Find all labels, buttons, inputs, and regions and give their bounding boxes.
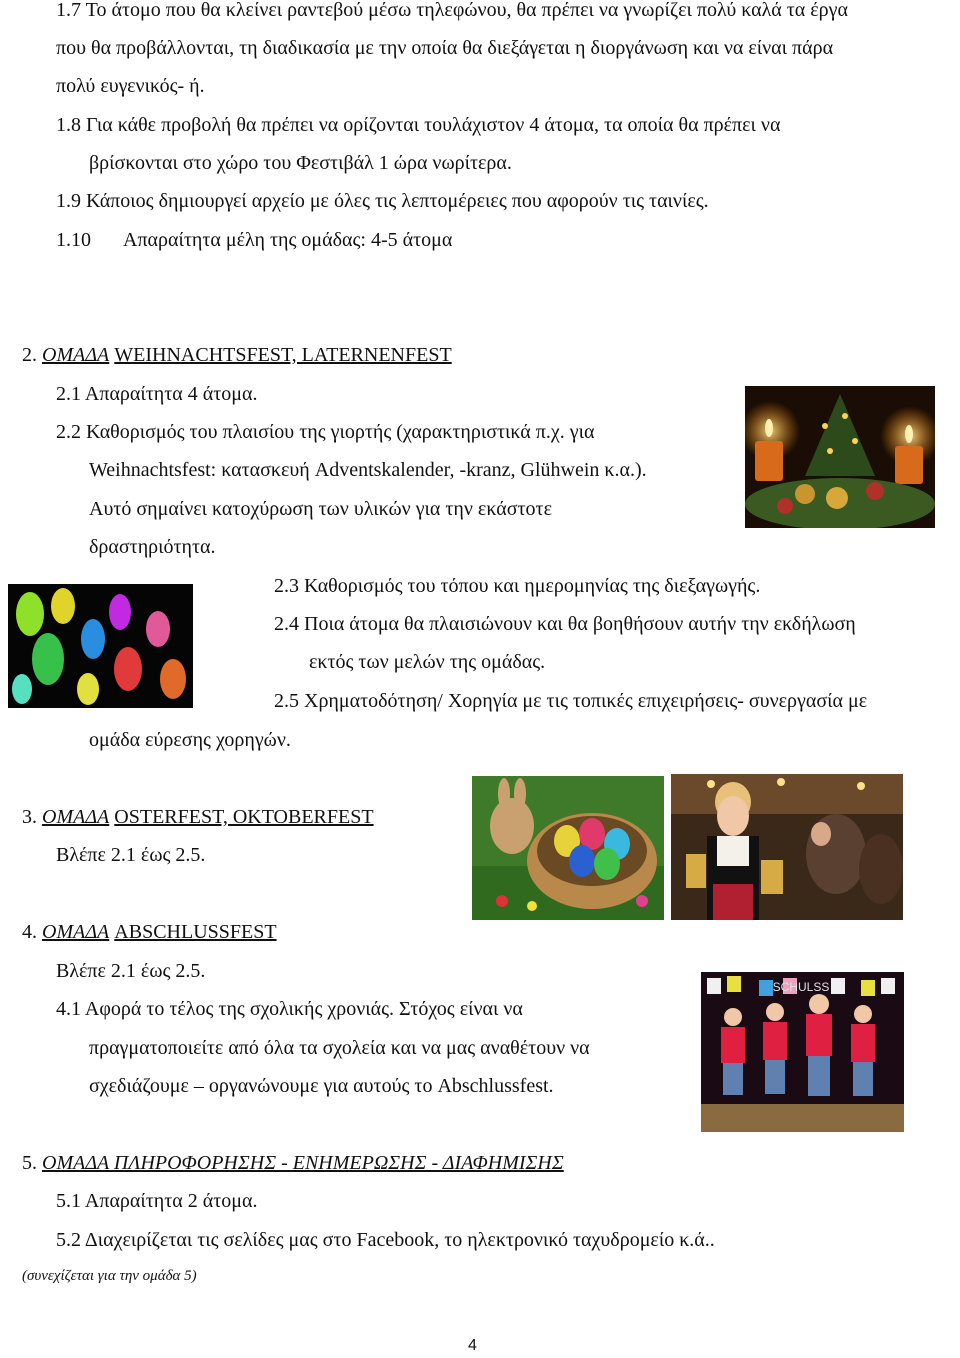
section-5-title: ΟΜΑΔΑ ΠΛΗΡΟΦΟΡΗΣΗΣ - ΕΝΗΜΕΡΩΣΗΣ - ΔΙΑΦΗΜΙΣΗΣ — [42, 1152, 564, 1174]
abschlussfest-dancers-photo — [701, 972, 904, 1132]
section-3-title: OSTERFEST, OKTOBERFEST — [114, 806, 374, 828]
item-4-1-line2: πραγματοποιείτε από όλα τα σχολεία και να μας αναθέτουν να — [89, 1037, 590, 1059]
item-4-1-line3: σχεδιάζουμε – οργανώνουμε για αυτούς το Abschlussfest. — [89, 1075, 554, 1097]
section-4-see-reference: Βλέπε 2.1 έως 2.5. — [56, 960, 206, 982]
page-number: 4 — [468, 1337, 477, 1354]
item-1-7-line2: που θα προβάλλονται, τη διαδικασία με την οποία θα διεξάγεται η διοργάνωση και να είναι πάρα — [56, 37, 834, 59]
item-2-4-line2: εκτός των μελών της ομάδας. — [309, 651, 546, 673]
item-2-2-line2: Weihnachtsfest: κατασκευή Adventskalender, -kranz, Glühwein κ.α.). — [89, 459, 647, 481]
section-5-number: 5. — [22, 1152, 37, 1174]
item-1-8-line1: 1.8 Για κάθε προβολή θα πρέπει να ορίζονται τουλάχιστον 4 άτομα, τα οποία θα πρέπει να — [56, 114, 781, 136]
banner-letters: SCHULSS — [772, 980, 830, 994]
section-2-group-word: ΟΜΑΔΑ — [42, 344, 110, 366]
section-3-group-word: ΟΜΑΔΑ — [42, 806, 110, 828]
section-2-title: WEIHNACHTSFEST, LATERNENFEST — [114, 344, 452, 366]
section-4-number: 4. — [22, 921, 37, 943]
oktoberfest-photo — [671, 774, 903, 920]
item-2-5-line1: 2.5 Χρηματοδότηση/ Χορηγία με τις τοπικές επιχειρήσεις- συνεργασία με — [274, 690, 868, 712]
item-4-1-line1: 4.1 Αφορά το τέλος της σχολικής χρονιάς. Στόχος είναι να — [56, 998, 523, 1020]
item-2-4-line1: 2.4 Ποια άτομα θα πλαισιώνουν και θα βοηθήσουν αυτήν την εκδήλωση — [274, 613, 856, 635]
section-4-title: ABSCHLUSSFEST — [114, 921, 277, 943]
section-3-heading — [22, 805, 374, 829]
section-2-heading — [22, 343, 452, 367]
section-5-heading — [22, 1151, 564, 1175]
section-2-number: 2. — [22, 344, 37, 366]
section-4-heading — [22, 920, 277, 944]
item-2-2-line4: δραστηριότητα. — [89, 536, 216, 558]
item-5-1: 5.1 Απαραίτητα 2 άτομα. — [56, 1190, 258, 1212]
item-1-10-number: 1.10 — [56, 229, 91, 251]
easter-eggs-photo — [472, 776, 664, 920]
item-2-2-line1: 2.2 Καθορισμός του πλαισίου της γιορτής (χαρακτηριστικά π.χ. για — [56, 421, 595, 443]
item-1-9: 1.9 Κάποιος δημιουργεί αρχείο με όλες τις λεπτομέρειες που αφορούν τις ταινίες. — [56, 190, 709, 212]
item-2-3: 2.3 Καθορισμός του τόπου και ημερομηνίας της διεξαγωγής. — [274, 575, 761, 597]
item-1-8-line2: βρίσκονται στο χώρο του Φεστιβάλ 1 ώρα νωρίτερα. — [89, 152, 512, 174]
item-5-2: 5.2 Διαχειρίζεται τις σελίδες μας στο Facebook, το ηλεκτρονικό ταχυδρομείο κ.ά.. — [56, 1229, 715, 1251]
section-3-number: 3. — [22, 806, 37, 828]
section-3-see-reference: Βλέπε 2.1 έως 2.5. — [56, 844, 206, 866]
lanterns-photo — [8, 584, 193, 708]
item-1-10-text: Απαραίτητα μέλη της ομάδας: 4-5 άτομα — [123, 229, 453, 251]
item-1-7-line3: πολύ ευγενικός- ή. — [56, 75, 205, 97]
item-2-2-line3: Αυτό σημαίνει κατοχύρωση των υλικών για την εκάστοτε — [89, 498, 552, 520]
advent-candles-photo — [745, 386, 935, 528]
item-2-5-line2: ομάδα εύρεσης χορηγών. — [89, 729, 291, 751]
item-1-7-line1: 1.7 Το άτομο που θα κλείνει ραντεβού μέσω τηλεφώνου, θα πρέπει να γνωρίζει πολύ καλά τα έργα — [56, 0, 848, 21]
item-2-1: 2.1 Απαραίτητα 4 άτομα. — [56, 383, 258, 405]
continued-note: (συνεχίζεται για την ομάδα 5) — [22, 1268, 197, 1284]
section-4-group-word: ΟΜΑΔΑ — [42, 921, 110, 943]
